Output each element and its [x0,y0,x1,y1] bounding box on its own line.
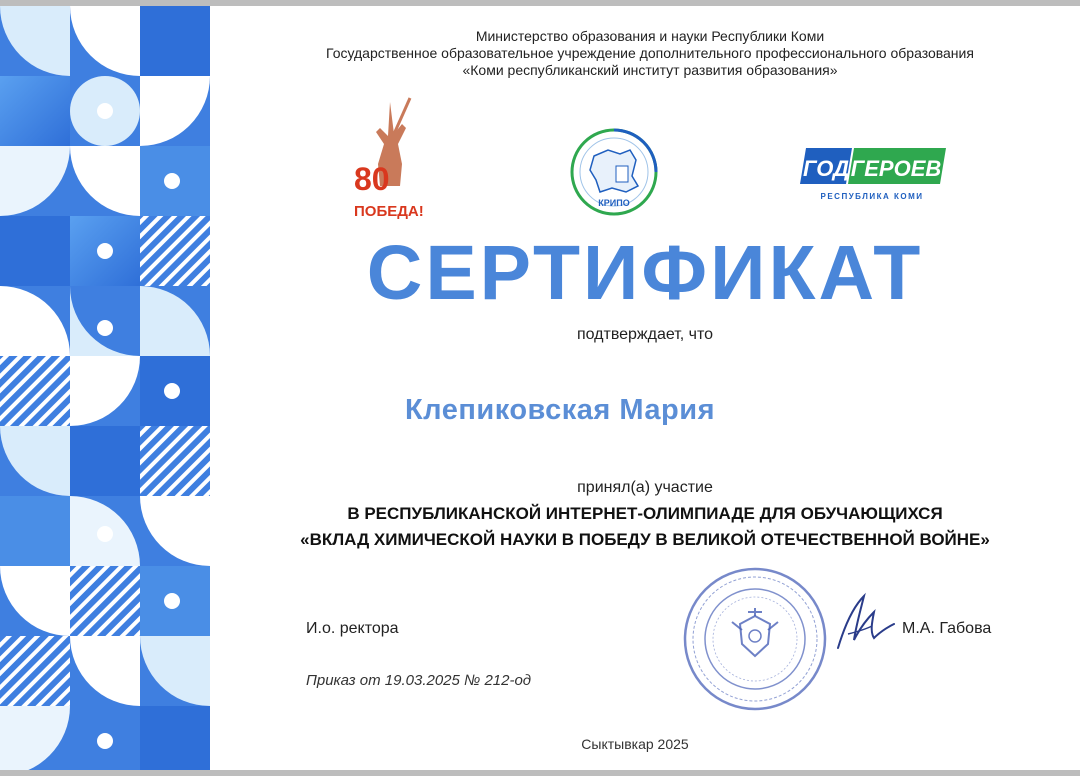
event-title-line-1: В РЕСПУБЛИКАНСКОЙ ИНТЕРНЕТ-ОЛИМПИАДЕ ДЛЯ ОБУЧАЮЩИХСЯ [347,504,943,523]
participated-text: принял(а) участие [577,479,713,496]
event-title-line-2: «ВКЛАД ХИМИЧЕСКОЙ НАУКИ В ПОБЕДУ В ВЕЛИКОЙ ОТЕЧЕСТВЕННОЙ ВОЙНЕ» [300,530,990,549]
god-title-left: ГОД [803,156,849,181]
handwritten-signature [830,588,900,658]
god-title-right: ГЕРОЕВ [850,156,942,181]
decorative-pattern-panel [0,6,210,770]
confirms-text: подтверждает, что [576,326,714,343]
ministry-line: Министерство образования и науки Республики Коми [475,28,825,44]
signatory-name: М.А. Габова [902,620,992,637]
recipient-name: Клепиковская Мария [404,394,716,426]
institute-name-line: «Коми республиканский институт развития образования» [462,62,838,78]
bottom-edge [0,770,1080,776]
god-geroev-logo [800,144,950,204]
certificate-title: СЕРТИФИКАТ [366,230,924,316]
institution-line: Государственное образовательное учреждение дополнительного профессионального образования [326,45,974,61]
signatory-position: И.о. ректора [306,620,399,637]
kripo-label: КРИПО [598,198,630,208]
victory-label: ПОБЕДА! [354,203,424,220]
city-year: Сыктывкар 2025 [581,736,689,752]
order-reference: Приказ от 19.03.2025 № 212-од [306,672,532,689]
issuer-header [260,28,1040,79]
god-subtitle: РЕСПУБЛИКА КОМИ [820,192,924,201]
certificate-page [0,6,1080,770]
victory-80-number: 80 [354,161,390,197]
official-stamp [680,564,830,714]
victory-80-logo [350,94,430,224]
kripo-logo [568,126,660,218]
